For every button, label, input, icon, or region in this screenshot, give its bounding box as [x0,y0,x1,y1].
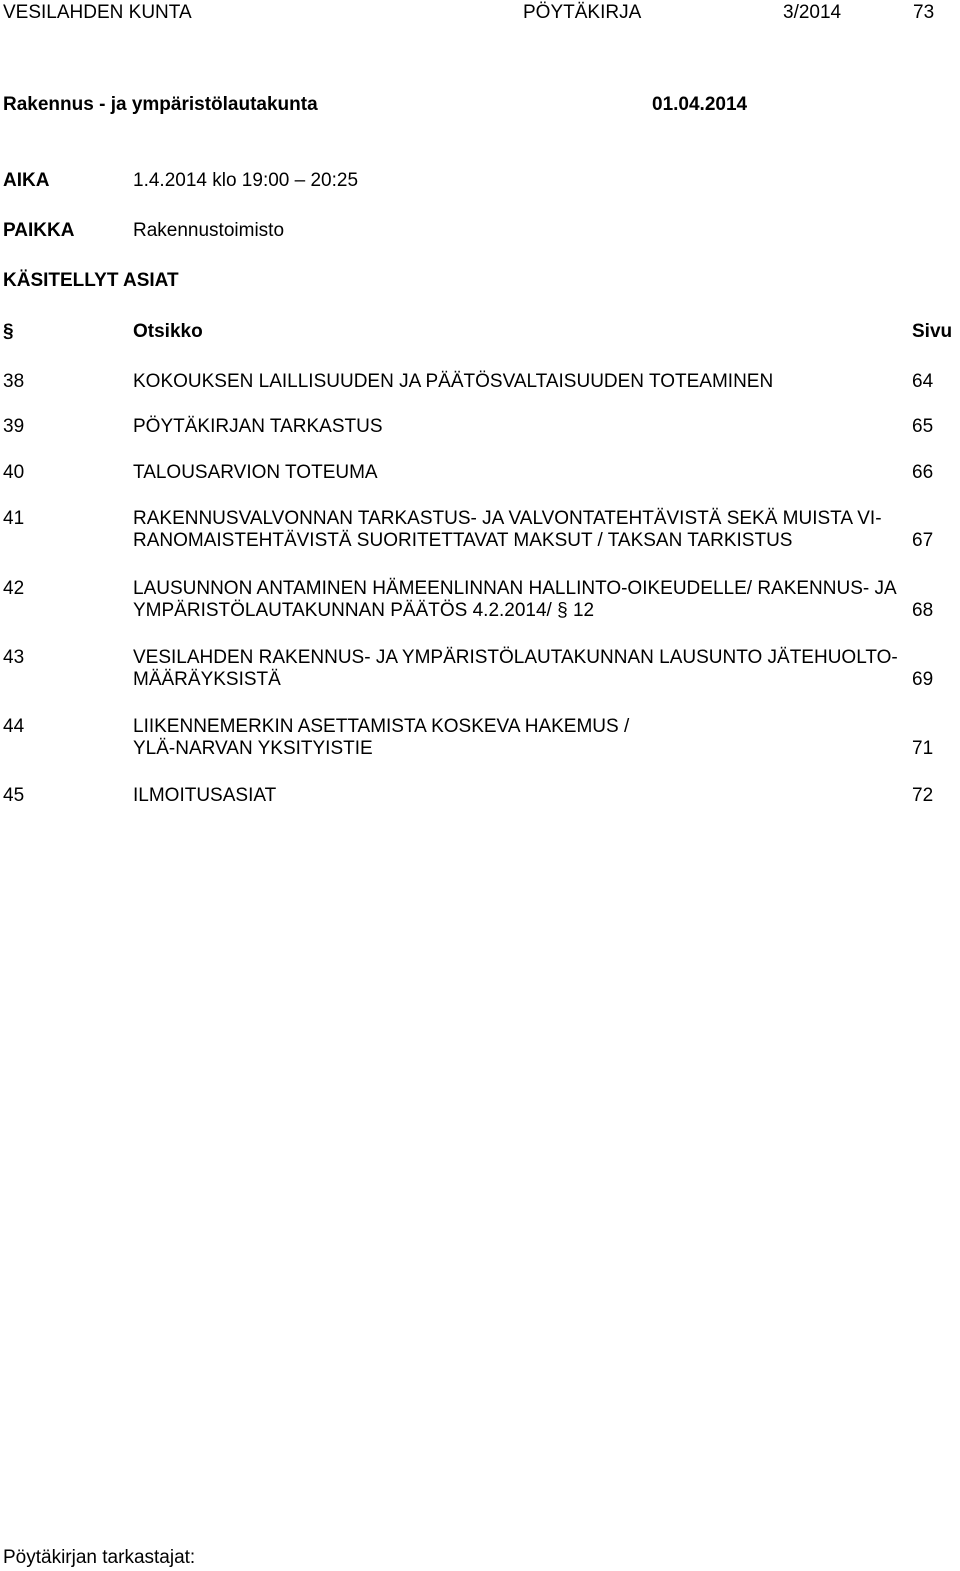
item-title-line: MÄÄRÄYKSISTÄ [133,669,281,690]
item-title [133,716,913,760]
place-value: Rakennustoimisto [133,220,285,241]
item-title-line: YLÄ-NARVAN YKSITYISTIE [133,738,373,759]
item-page: 65 [912,416,934,437]
section-symbol: § [3,321,14,342]
item-number: 40 [3,462,25,483]
item-title [133,371,913,393]
item-title-line: KOKOUKSEN LAILLISUUDEN JA PÄÄTÖSVALTAISUUDEN TOTEAMINEN [133,371,774,392]
municipality-name: VESILAHDEN KUNTA [3,2,192,23]
page-number: 73 [913,2,935,23]
item-page: 67 [912,530,934,551]
item-number: 44 [3,716,25,737]
item-title-line: RANOMAISTEHTÄVISTÄ SUORITETTAVAT MAKSUT / TAKSAN TARKISTUS [133,530,793,551]
item-title [133,578,913,622]
item-title-line: ILMOITUSASIAT [133,785,277,806]
item-number: 42 [3,578,25,599]
item-number: 41 [3,508,25,529]
item-page: 71 [912,738,934,759]
item-title [133,508,913,552]
title-column-header: Otsikko [133,321,203,342]
time-label: AIKA [3,170,50,191]
item-title-line: LIIKENNEMERKIN ASETTAMISTA KOSKEVA HAKEMUS / [133,716,630,737]
item-title-line: PÖYTÄKIRJAN TARKASTUS [133,416,383,437]
item-title-line: RAKENNUSVALVONNAN TARKASTUS- JA VALVONTATEHTÄVISTÄ SEKÄ MUISTA VI- [133,508,882,529]
document-type: PÖYTÄKIRJA [523,2,642,23]
board-name: Rakennus - ja ympäristölautakunta [3,94,318,115]
time-value: 1.4.2014 klo 19:00 – 20:25 [133,170,359,191]
item-title-line: VESILAHDEN RAKENNUS- JA YMPÄRISTÖLAUTAKUNNAN LAUSUNTO JÄTEHUOLTO- [133,647,898,668]
page-column-header: Sivu [912,321,953,342]
board-date: 01.04.2014 [652,94,748,115]
item-page: 64 [912,371,934,392]
item-title-line: YMPÄRISTÖLAUTAKUNNAN PÄÄTÖS 4.2.2014/ § 12 [133,600,595,621]
item-title [133,785,913,807]
item-title [133,416,913,438]
item-page: 69 [912,669,934,690]
item-number: 38 [3,371,25,392]
item-title-line: TALOUSARVION TOTEUMA [133,462,378,483]
item-number: 43 [3,647,25,668]
place-label: PAIKKA [3,220,75,241]
item-page: 72 [912,785,934,806]
item-page: 66 [912,462,934,483]
item-number: 39 [3,416,25,437]
item-title [133,462,913,484]
item-title-line: LAUSUNNON ANTAMINEN HÄMEENLINNAN HALLINTO-OIKEUDELLE/ RAKENNUS- JA [133,578,897,599]
item-number: 45 [3,785,25,806]
item-title [133,647,913,691]
item-page: 68 [912,600,934,621]
document-number: 3/2014 [783,2,842,23]
handled-items-label: KÄSITELLYT ASIAT [3,270,179,291]
reviewers-label: Pöytäkirjan tarkastajat: [3,1547,196,1568]
